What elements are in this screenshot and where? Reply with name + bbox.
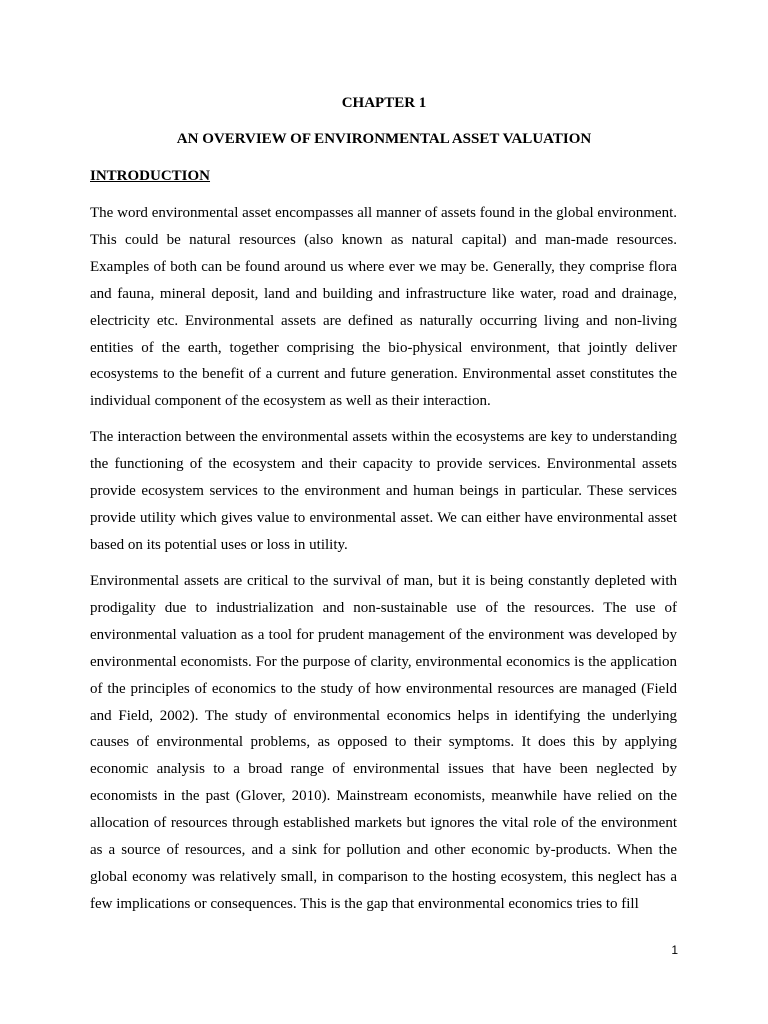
paragraph-1: The word environmental asset encompasses all manner of assets found in the global environment. This could be natural resources (also known as natural capital) and man-made resources. Examples of both can be found around us where ever we may be. Generally, they comprise flora and fauna, mineral deposit, land and building and infrastructure like water, road and drainage, electricity etc. Environmental assets are defined as naturally occurring living and non-living entities of the earth, together comprising the bio-physical environment, that jointly deliver ecosystems to the benefit of a current and future generation. Environmental asset constitutes the individual component of the ecosystem as well as their interaction. [90, 205, 677, 410]
chapter-label: CHAPTER 1 [341, 95, 427, 111]
chapter-title: AN OVERVIEW OF ENVIRONMENTAL ASSET VALUATION [176, 131, 592, 147]
paragraph-3: Environmental assets are critical to the survival of man, but it is being constantly depleted with prodigality due to industrialization and non-sustainable use of the resources. The use of environmental valuation as a tool for prudent management of the environment was developed by environmental economists. For the purpose of clarity, environmental economics is the application of the principles of economics to the study of how environmental resources are managed (Field and Field, 2002). The study of environmental economics helps in identifying the underlying causes of environmental problems, as opposed to their symptoms. It does this by applying economic analysis to a broad range of environmental issues that have been neglected by economists in the past (Glover, 2010). Mainstream economists, meanwhile have relied on the allocation of resources through established markets but ignores the vital role of the environment as a source of resources, and a sink for pollution and other economic by-products. When the global economy was relatively small, in comparison to the hosting ecosystem, this neglect has a few implications or consequences. This is the gap that environmental economics tries to fill [90, 573, 677, 912]
page-number: 1 [671, 943, 678, 957]
section-heading: INTRODUCTION [90, 168, 211, 184]
paragraph-2: The interaction between the environmental assets within the ecosystems are key to understanding the functioning of the ecosystem and their capacity to provide services. Environmental assets provide ecosystem services to the environment and human beings in particular. These services provide utility which gives value to environmental asset. We can either have environmental asset based on its potential uses or loss in utility. [90, 429, 677, 553]
